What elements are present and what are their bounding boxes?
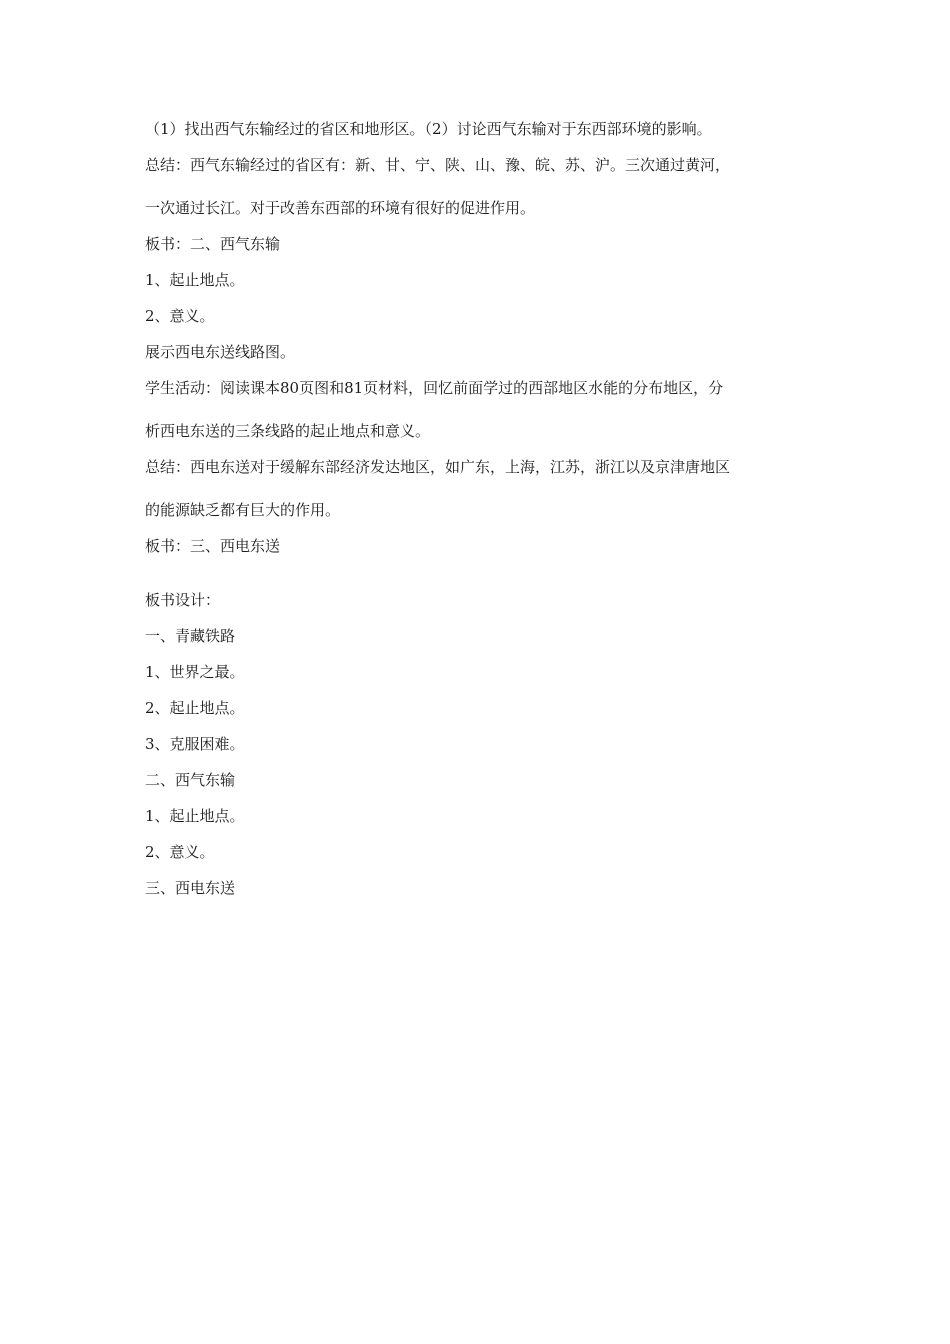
design-heading-west-gas: 二、西气东输 <box>145 771 236 789</box>
design-item-gas-endpoints: 1、起止地点。 <box>145 807 245 825</box>
document-page <box>145 118 810 899</box>
student-activity-line-2: 析西电东送的三条线路的起止地点和意义。 <box>145 422 431 440</box>
design-heading-railway: 一、青藏铁路 <box>145 627 236 645</box>
design-item-difficulties: 3、克服困难。 <box>145 735 245 753</box>
design-item-endpoints: 2、起止地点。 <box>145 699 245 717</box>
summary-west-gas-line-2: 一次通过长江。对于改善东西部的环境有很好的促进作用。 <box>145 199 536 217</box>
summary-west-power-line-2: 的能源缺乏都有巨大的作用。 <box>145 501 341 519</box>
design-item-gas-significance: 2、意义。 <box>145 843 215 861</box>
task-instructions: （1）找出西气东输经过的省区和地形区。（2）讨论西气东输对于东西部环境的影响。 <box>145 120 712 138</box>
board-item-endpoints: 1、起止地点。 <box>145 271 245 289</box>
show-power-map: 展示西电东送线路图。 <box>145 343 296 361</box>
board-heading-west-power: 板书：三、西电东送 <box>145 537 281 555</box>
design-heading-west-power: 三、西电东送 <box>145 879 236 897</box>
board-design-title: 板书设计： <box>145 591 221 609</box>
board-item-significance: 2、意义。 <box>145 307 215 325</box>
summary-west-gas-line-1: 总结：西气东输经过的省区有：新、甘、宁、陕、山、豫、皖、苏、沪。三次通过黄河， <box>145 156 731 174</box>
summary-west-power-line-1: 总结：西电东送对于缓解东部经济发达地区，如广东，上海，江苏，浙江以及京津唐地区 <box>145 458 731 476</box>
board-heading-west-gas: 板书：二、西气东输 <box>145 235 281 253</box>
design-item-world-best: 1、世界之最。 <box>145 663 245 681</box>
student-activity-line-1: 学生活动：阅读课本80页图和81页材料，回忆前面学过的西部地区水能的分布地区，分 <box>145 379 724 397</box>
